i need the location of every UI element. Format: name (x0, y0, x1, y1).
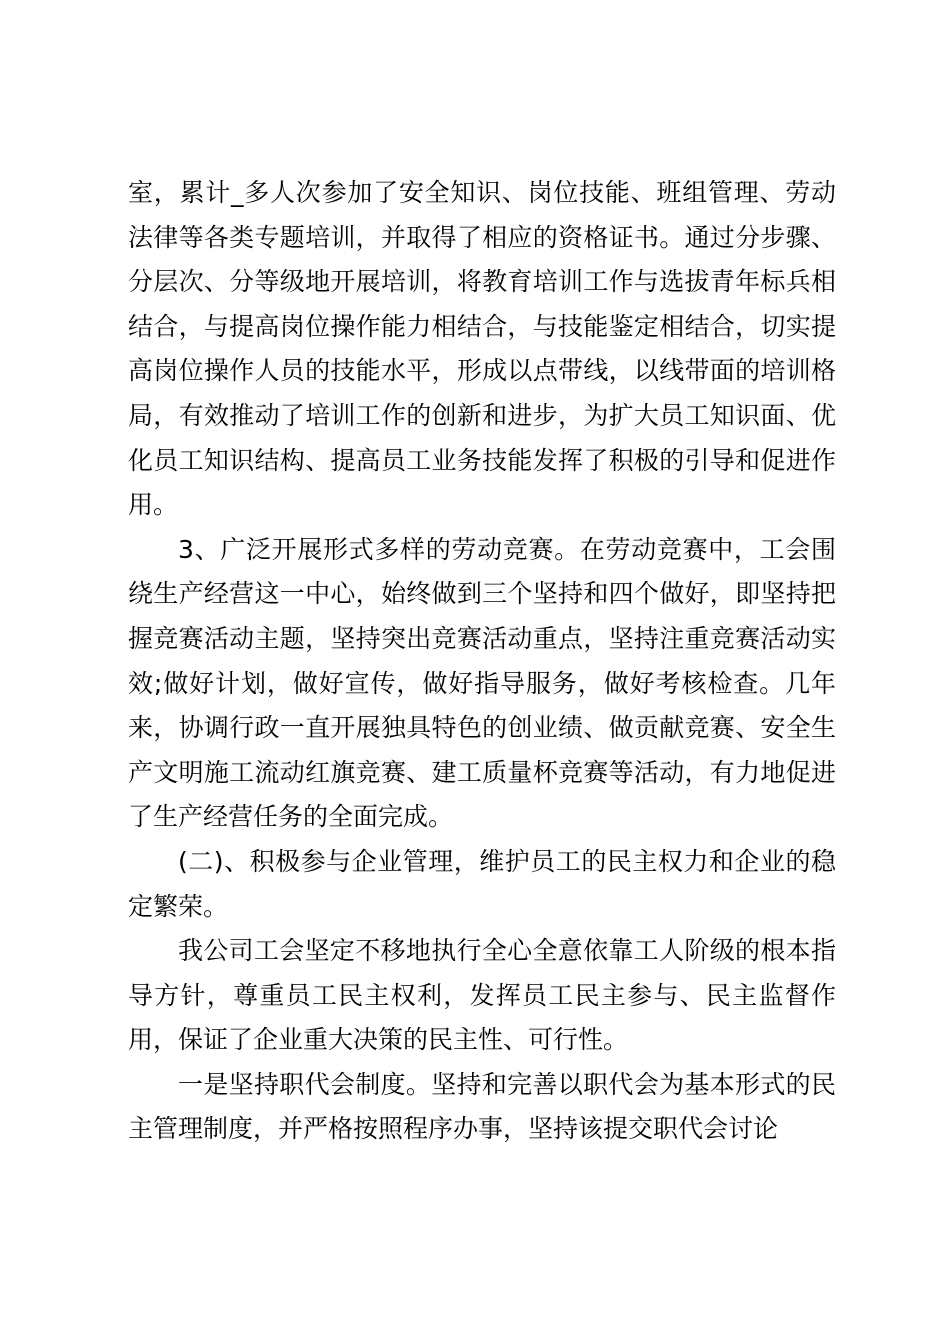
paragraph-labor-competition: 3、广泛开展形式多样的劳动竞赛。在劳动竞赛中，工会围绕生产经营这一中心，始终做到三个坚持和四个做好，即坚持把握竞赛活动主题，坚持突出竞赛活动重点，坚持注重竞赛活动实效;做好计划，做好宣传，做好指导服务，做好考核检查。几年来，协调行政一直开展独具特色的创业绩、做贡献竞赛、安全生产文明施工流动红旗竞赛、建工质量杯竞赛等活动，有力地促进了生产经营任务的全面完成。 (128, 534, 836, 832)
paragraph-union-guidance: 我公司工会坚定不移地执行全心全意依靠工人阶级的根本指导方针，尊重员工民主权利，发挥员工民主参与、民主监督作用，保证了企业重大决策的民主性、可行性。 (128, 936, 836, 1055)
paragraph-training-continued: 室，累计_多人次参加了安全知识、岗位技能、班组管理、劳动法律等各类专题培训，并取得了相应的资格证书。通过分步骤、分层次、分等级地开展培训，将教育培训工作与选拔青年标兵相结合，与提高岗位操作能力相结合，与技能鉴定相结合，切实提高岗位操作人员的技能水平，形成以点带线，以线带面的培训格局，有效推动了培训工作的创新和进步，为扩大员工知识面、优化员工知识结构、提高员工业务技能发挥了积极的引导和促进作用。 (128, 178, 836, 520)
paragraph-congress-system: 一是坚持职代会制度。坚持和完善以职代会为基本形式的民主管理制度，并严格按照程序办事，坚持该提交职代会讨论 (128, 1069, 836, 1144)
document-body (128, 171, 836, 1152)
paragraph-section-heading-2: (二)、积极参与企业管理，维护员工的民主权力和企业的稳定繁荣。 (128, 846, 836, 921)
